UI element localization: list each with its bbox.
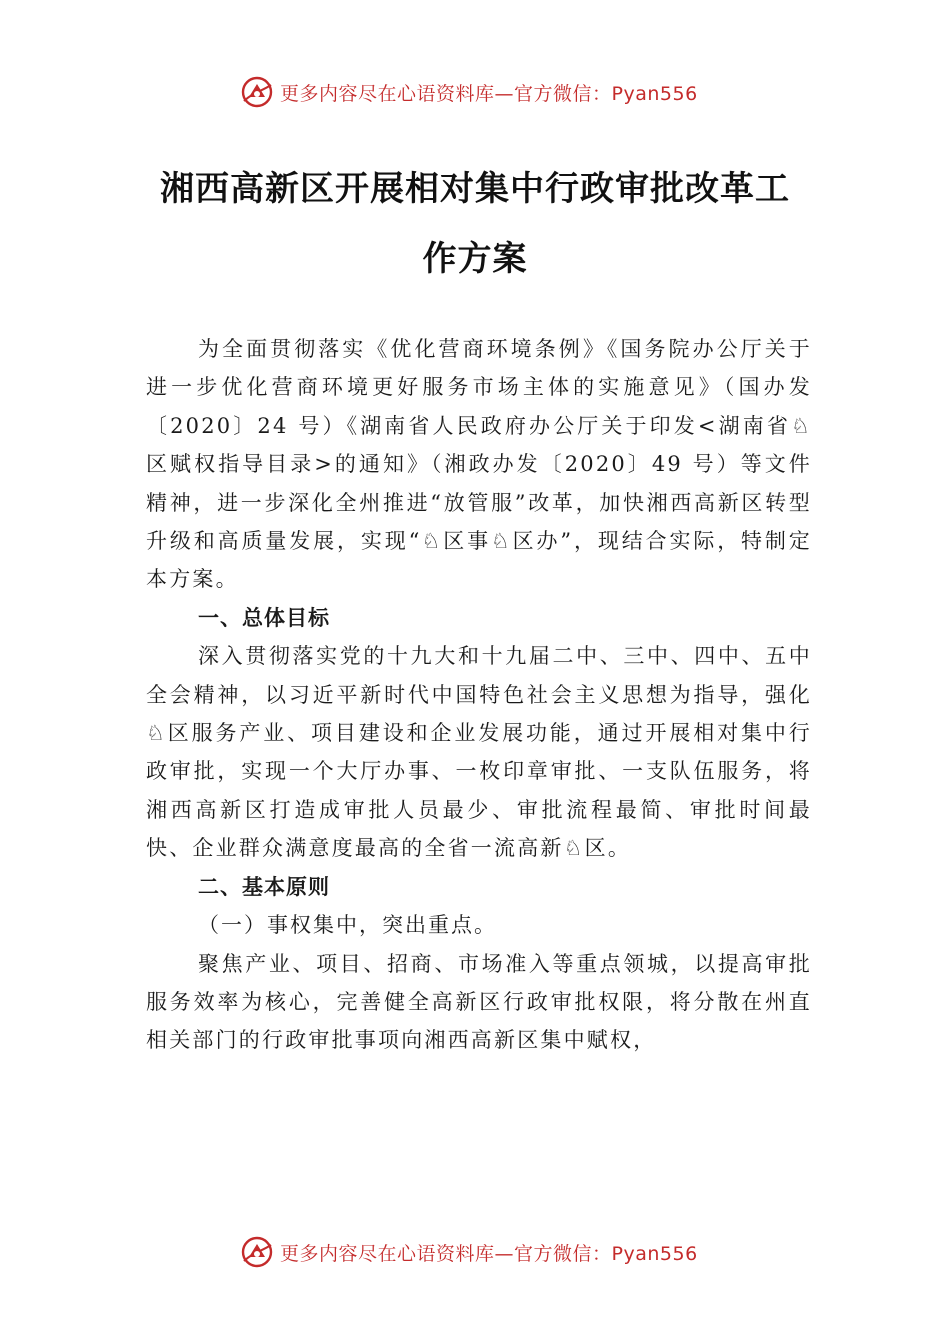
watermark-text: 更多内容尽在心语资料库—官方微信：Pyan556 xyxy=(280,1242,698,1265)
watermark-bottom xyxy=(240,1234,698,1270)
section-heading-2: 二、基本原则 xyxy=(198,874,330,899)
watermark-text: 更多内容尽在心语资料库—官方微信：Pyan556 xyxy=(280,82,698,105)
goal-paragraph: 深入贯彻落实党的十九大和十九届二中、三中、四中、五中全会精神，以习近平新时代中国特色社会主义思想为指导，强化♘区服务产业、项目建设和企业发展功能，通过开展相对集中行政审批，实现一个大厅办事、一枚印章审批、一支队伍服务，将湘西高新区打造成审批人员最少、审批流程最简、审批时间最快、企业群众满意度最高的全省一流高新♘区。 xyxy=(146,644,812,861)
brand-logo-icon xyxy=(240,1235,274,1269)
title-line-1: 湘西高新区开展相对集中行政审批改革工 xyxy=(160,169,790,209)
document-body xyxy=(146,330,812,1060)
subheading-1: （一）事权集中，突出重点。 xyxy=(198,913,497,938)
section-heading-1: 一、总体目标 xyxy=(198,605,330,630)
intro-paragraph: 为全面贯彻落实《优化营商环境条例》《国务院办公厅关于进一步优化营商环境更好服务市场主体的实施意见》（国办发〔2020〕24 号）《湖南省人民政府办公厅关于印发<湖南省♘区赋权指导目录>的通知》（湘政办发〔2020〕49 号）等文件精神，进一步深化全州推进“放管服”改革，加快湘西高新区转型升级和高质量发展，实现“♘区事♘区办”，现结合实际，特制定本方案。 xyxy=(146,337,812,592)
principle-paragraph: 聚焦产业、项目、招商、市场准入等重点领城，以提高审批服务效率为核心，完善健全高新区行政审批权限，将分散在州直相关部门的行政审批事项向湘西高新区集中赋权， xyxy=(146,951,812,1053)
document-title xyxy=(150,154,800,294)
brand-logo-icon xyxy=(240,75,274,109)
title-line-2: 作方案 xyxy=(422,239,528,279)
watermark-top xyxy=(240,74,698,110)
